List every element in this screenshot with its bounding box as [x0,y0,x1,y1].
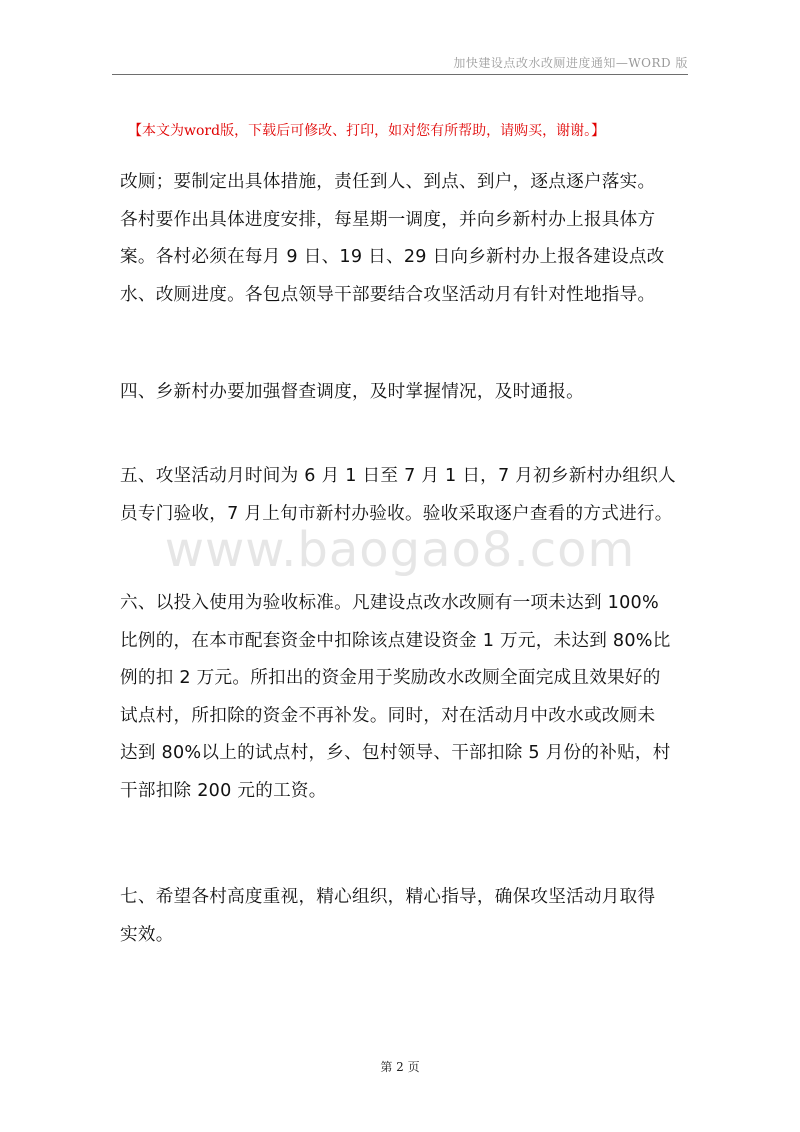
paragraph-item-seven [120,879,700,954]
text-line: 干部扣除 200 元的工资。 [120,780,327,801]
text-line: 五、攻坚活动月时间为 6 月 1 日至 7 月 1 日，7 月初乡新村办组织人 [120,466,676,486]
paragraph-rectification-measures [120,164,700,314]
page-number: 第 2 页 [380,1060,420,1074]
text-line: 水、改厕进度。各包点领导干部要结合攻坚活动月有针对性地指导。 [120,284,656,305]
text-line: 实效。 [120,924,174,945]
text-line: 试点村，所扣除的资金不再补发。同时，对在活动月中改水或改厕未 [120,705,656,726]
text-line: 六、以投入使用为验收标准。凡建设点改水改厕有一项未达到 100% [120,593,659,613]
purchase-notice: 【本文为word版，下载后可修改、打印，如对您有所帮助，请购买，谢谢。】 [128,123,606,139]
text-line: 七、希望各村高度重视，精心组织，精心指导，确保攻坚活动月取得 [120,887,656,907]
header-title: 加快建设点改水改厕进度通知—WORD 版 [453,56,688,70]
text-line: 四、乡新村办要加强督查调度，及时掌握情况，及时通报。 [120,382,584,402]
text-line: 各村要作出具体进度安排，每星期一调度，并向乡新村办上报具体方 [120,209,656,230]
header-divider [112,74,688,75]
text-line: 案。各村必须在每月 9 日、19 日、29 日向乡新村办上报各建设点改 [120,247,665,267]
text-line: 改厕；要制定出具体措施，责任到人、到点、到户，逐点逐户落实。 [120,172,656,192]
text-line: 员专门验收，7 月上旬市新村办验收。验收采取逐户查看的方式进行。 [120,503,673,524]
text-line: 达到 80%以上的试点村，乡、包村领导、干部扣除 5 月份的补贴，村 [120,743,671,763]
paragraph-item-six [120,585,700,810]
paragraph-item-five [120,458,700,533]
paragraph-item-four [120,374,700,412]
watermark: www.baogao8.com [164,522,636,578]
text-line: 例的扣 2 万元。所扣出的资金用于奖励改水改厕全面完成且效果好的 [120,668,661,688]
text-line: 比例的，在本市配套资金中扣除该点建设资金 1 万元，未达到 80%比 [120,630,671,651]
